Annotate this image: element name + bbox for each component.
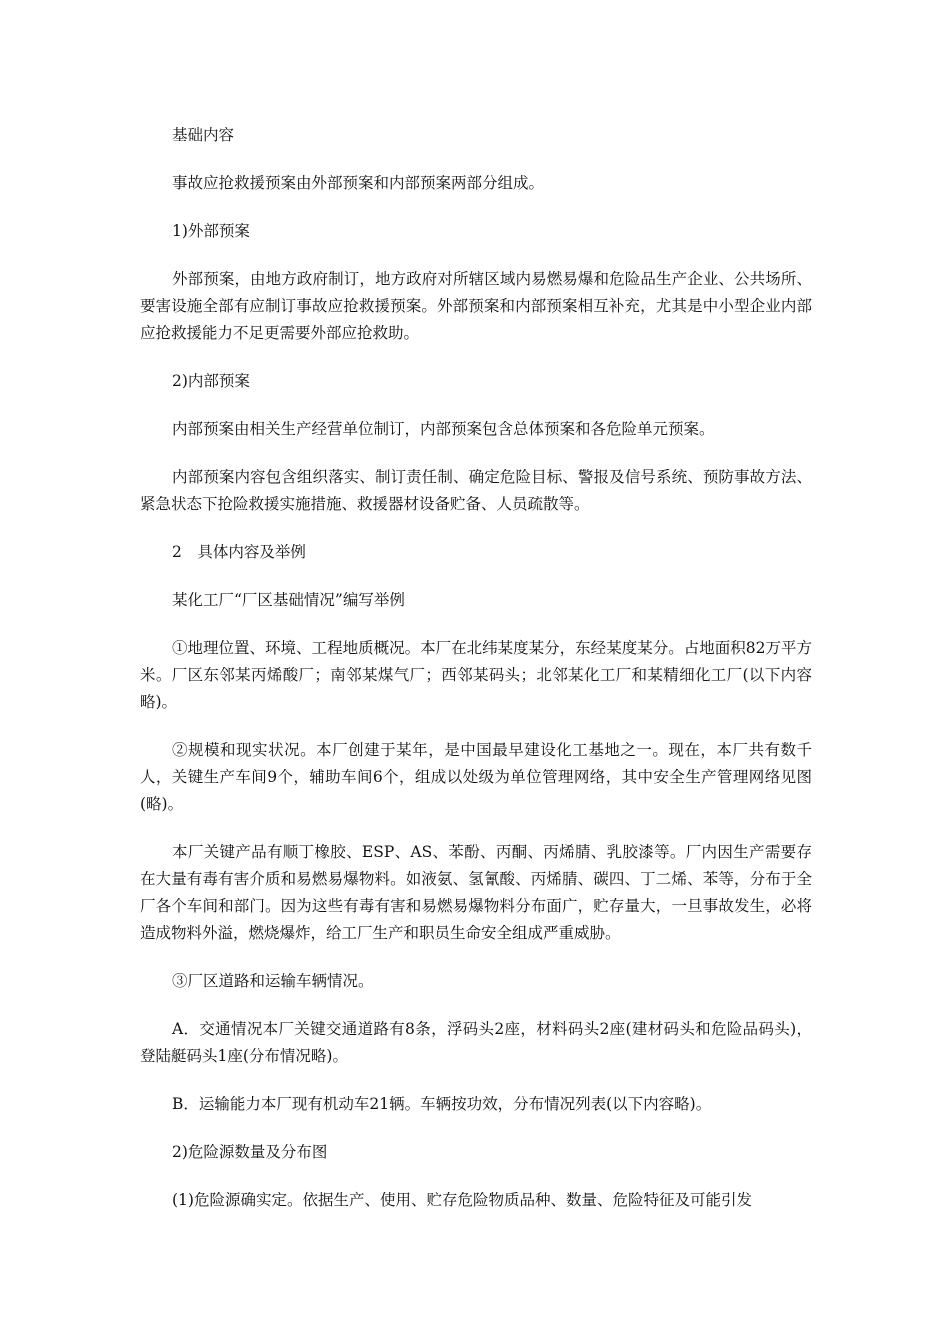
section-heading-details: 2 具体内容及举例 (172, 543, 306, 561)
paragraph-internal-plan: 内部预案由相关生产经营单位制订，内部预案包含总体预案和各危险单元预案。 (172, 420, 715, 438)
paragraph-hazard-identification: (1)危险源确实定。依据生产、使用、贮存危险物质品种、数量、危险特征及可能引发 (172, 1191, 752, 1209)
paragraph-traffic: A．交通情况本厂关键交通道路有8条，浮码头2座，材料码头2座(建材码头和危险品码头)，登陆艇码头1座(分布情况略)。 (140, 1020, 812, 1065)
paragraph-products: 本厂关键产品有顺丁橡胶、ESP、AS、苯酚、丙酮、丙烯腈、乳胶漆等。厂内因生产需要存在大量有毒有害介质和易燃易爆物料。如液氨、氢氰酸、丙烯腈、碳四、丁二烯、苯等，分布于全厂各个车间和部门。因为这些有毒有害和易燃易爆物料分布面广，贮存量大，一旦事故发生，必将造成物料外溢，燃烧爆炸，给工厂生产和职员生命安全组成严重威胁。 (140, 843, 812, 942)
paragraph-scale: ②规模和现实状况。本厂创建于某年，是中国最早建设化工基地之一。现在，本厂共有数千人，关键生产车间9个，辅助车间6个，组成以处级为单位管理网络，其中安全生产管理网络见图(略)。 (140, 741, 812, 813)
section-heading-basic-content: 基础内容 (172, 126, 235, 144)
subheading-external-plan: 1)外部预案 (172, 222, 250, 240)
paragraph-roads-heading: ③厂区道路和运输车辆情况。 (172, 972, 374, 990)
paragraph-external-plan: 外部预案，由地方政府制订，地方政府对所辖区域内易燃易爆和危险品生产企业、公共场所、要害设施全部有应制订事故应抢救援预案。外部预案和内部预案相互补充，尤其是中小型企业内部应抢救援能力不足更需要外部应抢救助。 (140, 270, 812, 342)
document-body (140, 122, 812, 1233)
paragraph-intro: 事故应抢救援预案由外部预案和内部预案两部分组成。 (172, 174, 545, 192)
subheading-example: 某化工厂“厂区基础情况”编写举例 (172, 591, 405, 609)
paragraph-location: ①地理位置、环境、工程地质概况。本厂在北纬某度某分，东经某度某分。占地面积82万平方米。厂区东邻某丙烯酸厂；南邻某煤气厂；西邻某码头；北邻某化工厂和某精细化工厂(以下内容略)。 (140, 639, 812, 711)
paragraph-internal-plan-content: 内部预案内容包含组织落实、制订责任制、确定危险目标、警报及信号系统、预防事故方法、紧急状态下抢险救援实施措施、救援器材设备贮备、人员疏散等。 (140, 468, 812, 513)
paragraph-transport: B．运输能力本厂现有机动车21辆。车辆按功效，分布情况列表(以下内容略)。 (172, 1095, 712, 1113)
subheading-internal-plan: 2)内部预案 (172, 372, 250, 390)
subheading-hazard-sources: 2)危险源数量及分布图 (172, 1143, 328, 1161)
